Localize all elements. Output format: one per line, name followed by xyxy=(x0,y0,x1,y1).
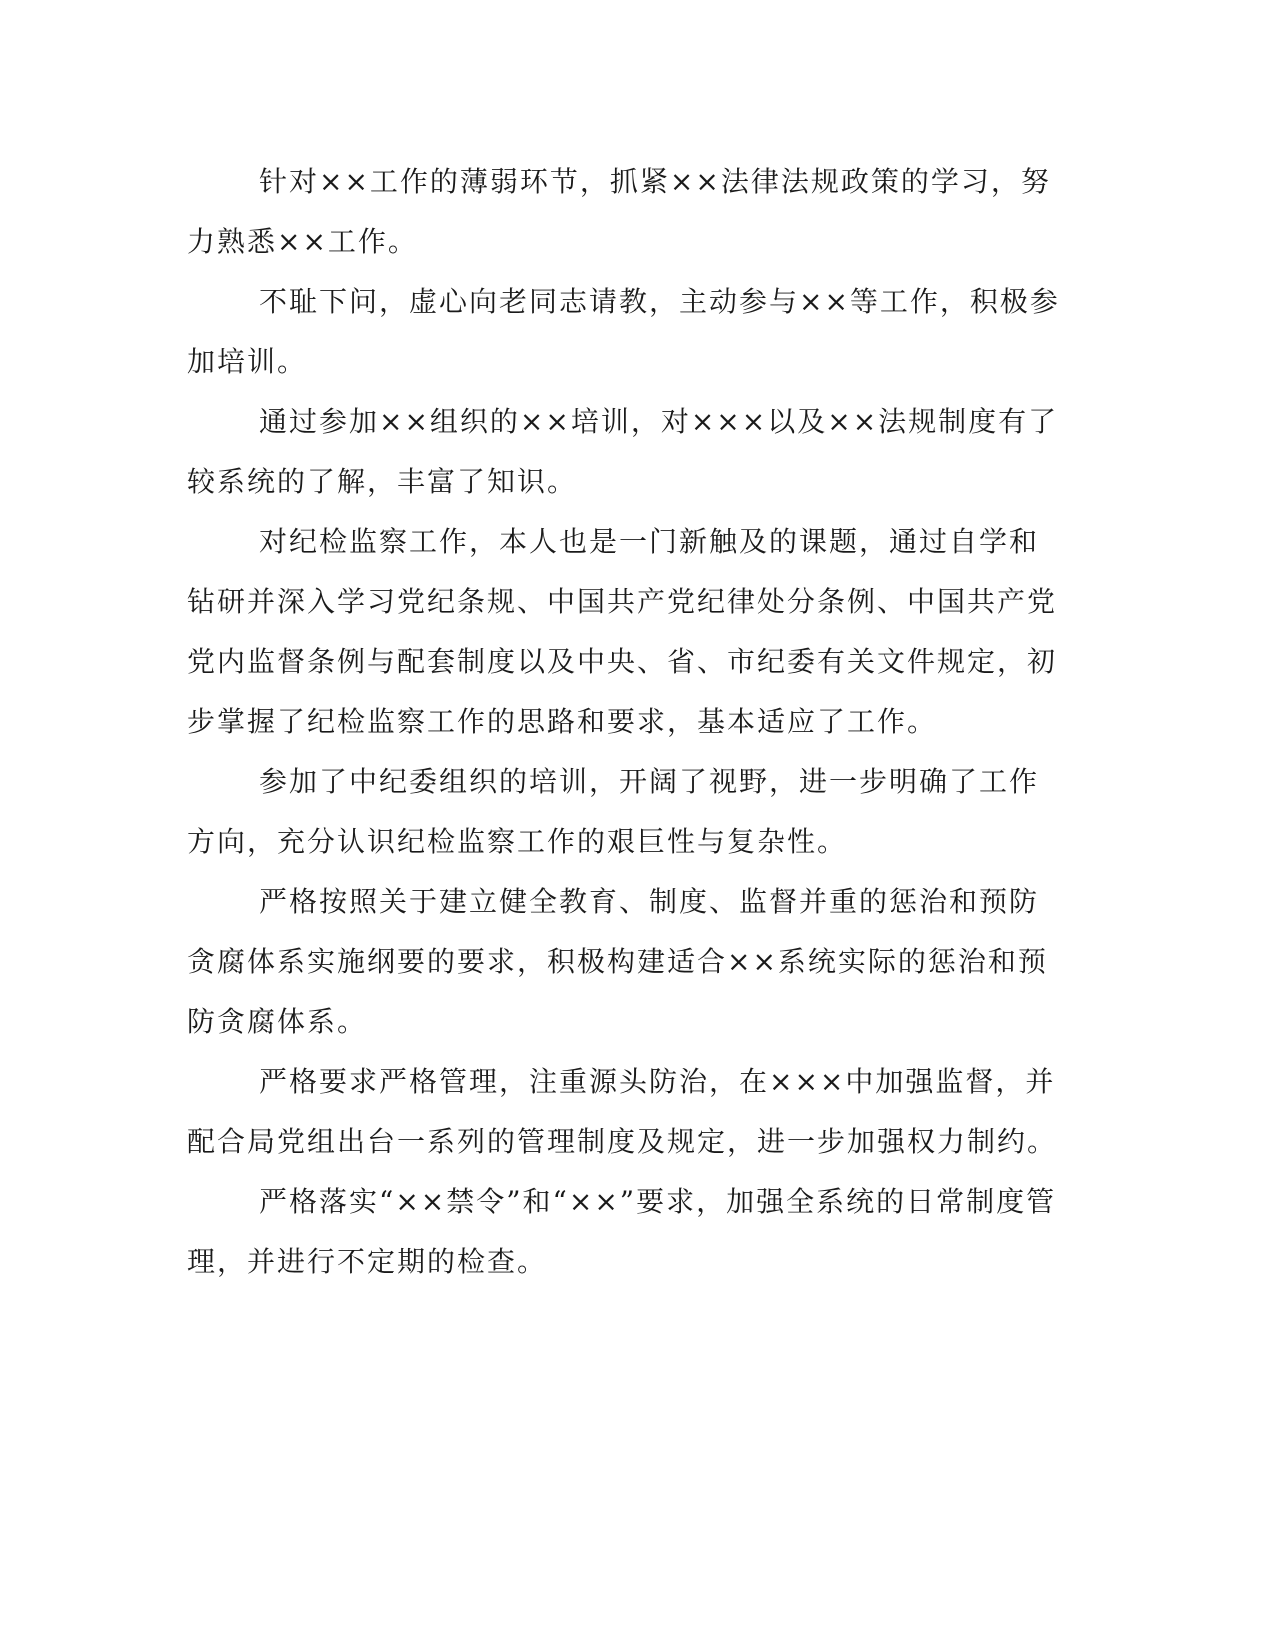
paragraph-3: 通过参加××组织的××培训，对×××以及××法规制度有了较系统的了解，丰富了知识。 xyxy=(187,405,1059,498)
paragraph-7: 严格要求严格管理，注重源头防治，在×××中加强监督，并配合局党组出台一系列的管理制度及规定，进一步加强权力制约。 xyxy=(187,1065,1058,1158)
paragraph-1: 针对××工作的薄弱环节，抓紧××法律法规政策的学习，努力熟悉××工作。 xyxy=(187,165,1051,258)
document-body xyxy=(187,152,1067,1292)
paragraph-5: 参加了中纪委组织的培训，开阔了视野，进一步明确了工作方向，充分认识纪检监察工作的艰巨性与复杂性。 xyxy=(187,765,1040,858)
paragraph-2: 不耻下问，虚心向老同志请教，主动参与××等工作，积极参加培训。 xyxy=(187,285,1060,378)
paragraph-6: 严格按照关于建立健全教育、制度、监督并重的惩治和预防贪腐体系实施纲要的要求，积极构建适合××系统实际的惩治和预防贪腐体系。 xyxy=(187,885,1048,1038)
paragraph-4: 对纪检监察工作，本人也是一门新触及的课题，通过自学和钻研并深入学习党纪条规、中国共产党纪律处分条例、中国共产党党内监督条例与配套制度以及中央、省、市纪委有关文件规定，初步掌握了纪检监察工作的思路和要求，基本适应了工作。 xyxy=(187,525,1058,738)
paragraph-8: 严格落实“××禁令”和“××”要求，加强全系统的日常制度管理，并进行不定期的检查。 xyxy=(187,1185,1057,1278)
